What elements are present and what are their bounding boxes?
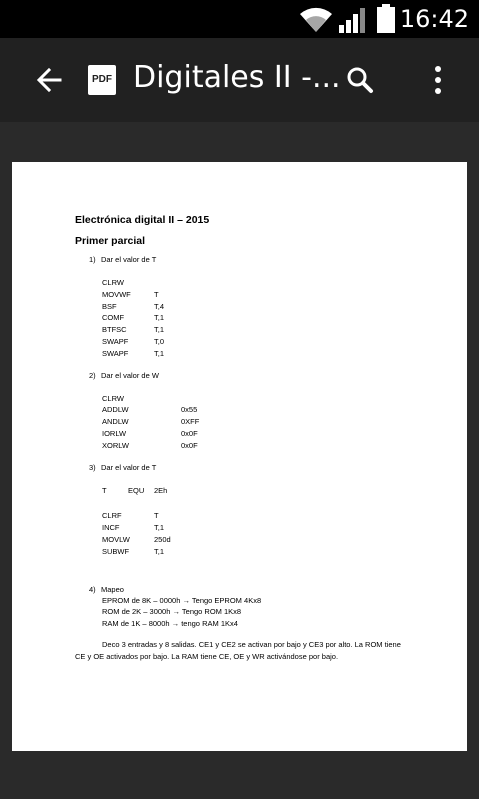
code-line: ANDLW 0XFF xyxy=(102,417,200,427)
document-title: Digitales II -... xyxy=(133,60,341,95)
pdf-icon: PDF xyxy=(88,65,116,95)
code-line: MOVLW 250d xyxy=(102,534,171,544)
search-icon[interactable] xyxy=(338,58,382,102)
code-line: MOVWF T xyxy=(102,289,159,299)
mapping-lines xyxy=(102,596,405,631)
code-line: SWAPF T,1 xyxy=(102,348,165,358)
question-4: 4) Mapeo xyxy=(89,584,124,594)
code-line: ADDLW 0x55 xyxy=(102,405,198,415)
code-block-3 xyxy=(102,511,405,558)
code-line: SUBWF T,1 xyxy=(102,546,165,556)
signal-icon xyxy=(338,7,368,33)
status-bar xyxy=(0,0,479,38)
code-line: SWAPF T,0 xyxy=(102,336,165,346)
code-line: CLRW xyxy=(102,278,124,287)
code-line: BSF T,4 xyxy=(102,301,165,311)
code-block-1 xyxy=(102,278,405,361)
app-bar xyxy=(0,38,479,122)
wifi-icon xyxy=(298,6,334,34)
mapping-line: RAM de 1K – 8000h → tengo RAM 1Kx4 xyxy=(102,619,238,629)
code-line: XORLW 0x0F xyxy=(102,440,198,450)
clock: 16:42 xyxy=(399,5,469,33)
document-subheading: Primer parcial xyxy=(75,235,146,247)
battery-icon xyxy=(375,4,397,34)
code-line: CLRW xyxy=(102,393,124,403)
document-heading: Electrónica digital II – 2015 xyxy=(75,214,210,226)
mapping-line: ROM de 2K – 3000h → Tengo ROM 1Kx8 xyxy=(102,607,242,617)
document-content xyxy=(75,214,405,663)
pdf-page[interactable] xyxy=(12,162,467,751)
code-block-2 xyxy=(102,394,405,453)
mapping-line: EPROM de 8K – 0000h → Tengo EPROM 4Kx8 xyxy=(102,595,262,605)
code-line: COMF T,1 xyxy=(102,313,165,323)
equ-line: T EQU 2Eh xyxy=(102,485,168,495)
question-2: 2) Dar el valor de W xyxy=(89,370,159,380)
code-line: INCF T,1 xyxy=(102,523,165,533)
more-options-icon[interactable] xyxy=(420,58,456,102)
pdf-viewer[interactable] xyxy=(0,122,479,799)
code-line: BTFSC T,1 xyxy=(102,325,165,335)
question-1: 1) Dar el valor de T xyxy=(89,255,157,264)
back-arrow-icon[interactable] xyxy=(28,58,72,102)
decoder-paragraph: Deco 3 entradas y 8 salidas. CE1 y CE2 se activan por bajo y CE3 por alto. La ROM tiene CE y OE activados por bajo. La RAM tiene CE, OE y WR activándose por bajo. xyxy=(75,639,401,661)
code-line: IORLW 0x0F xyxy=(102,428,198,438)
question-3: 3) Dar el valor de T xyxy=(89,462,157,472)
code-line: CLRF T xyxy=(102,511,159,521)
